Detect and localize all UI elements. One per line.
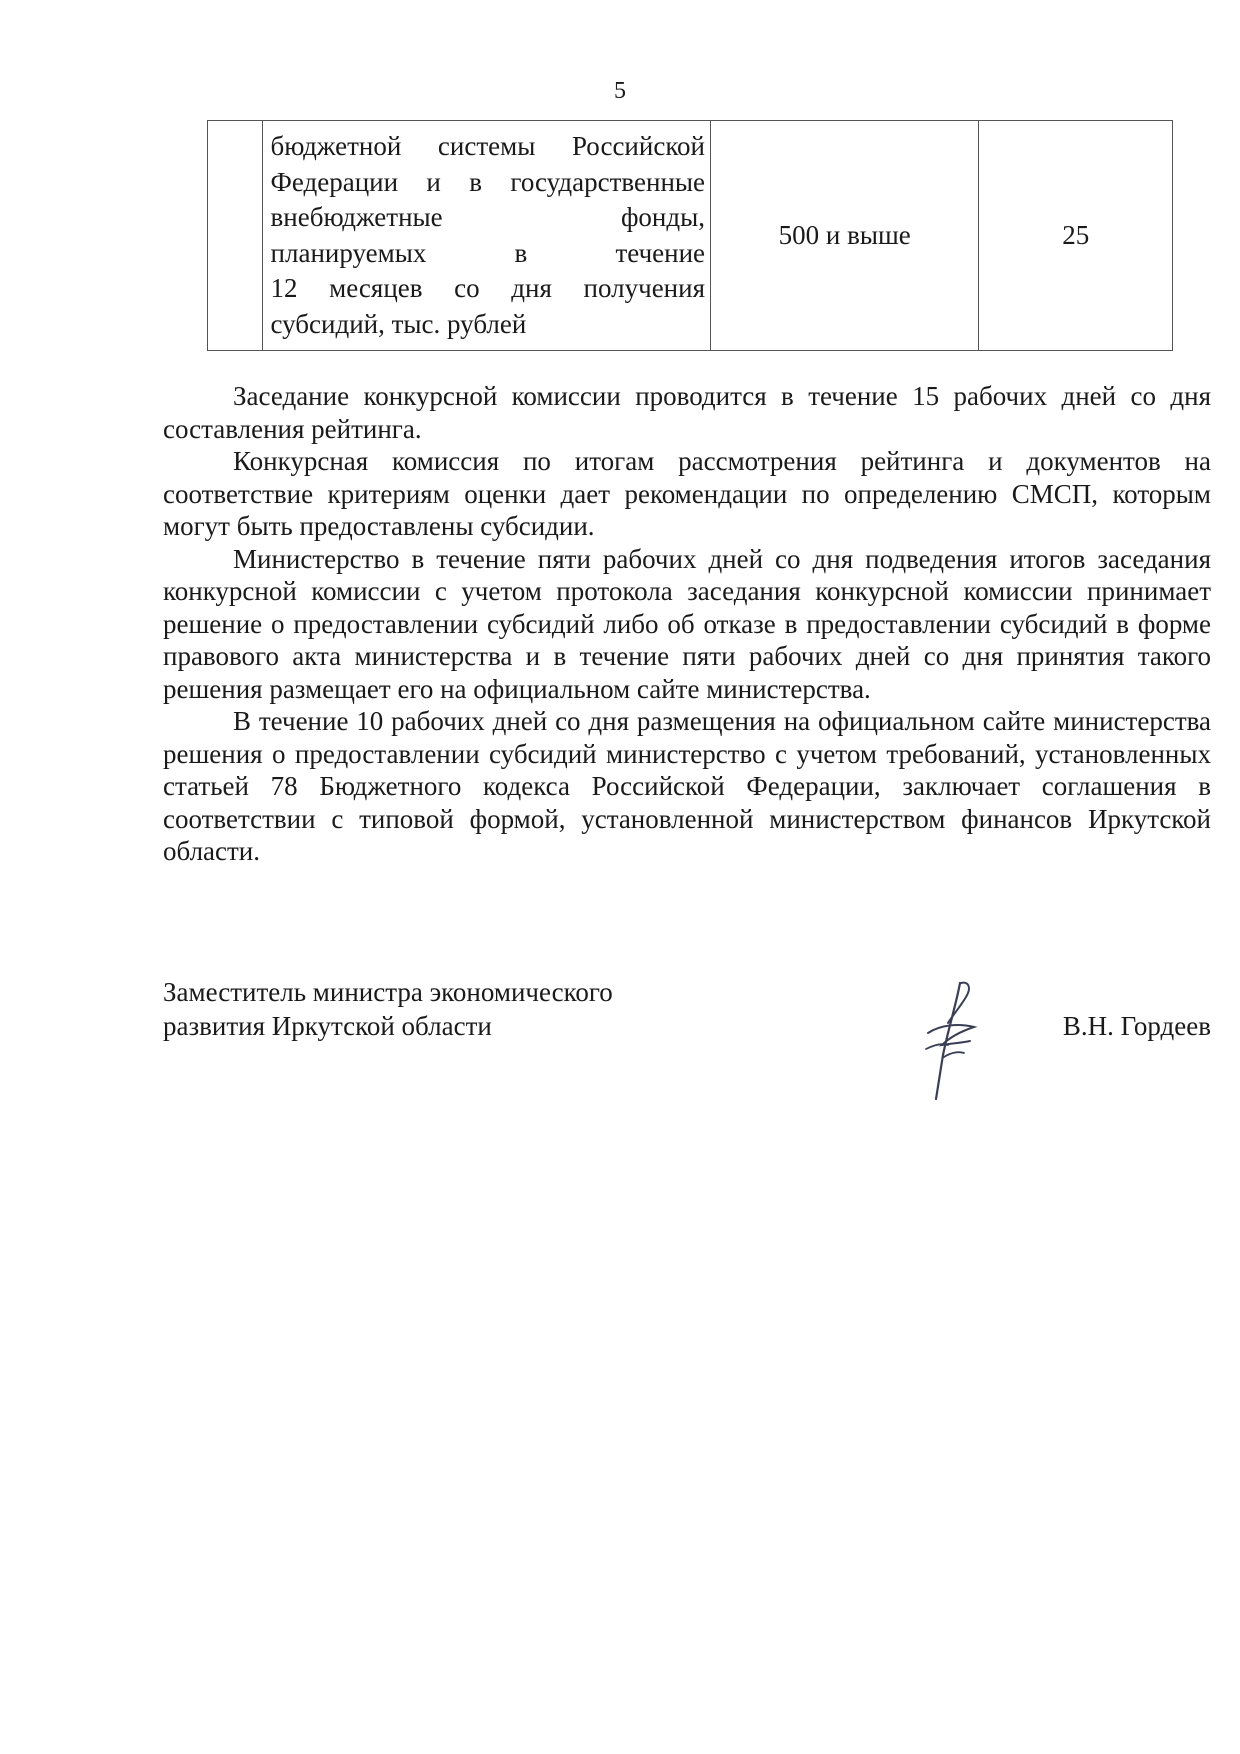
criterion-score-cell [979, 121, 1173, 351]
description-line: 12 месяцев со дня получения [270, 273, 706, 303]
handwritten-signature-icon [898, 975, 1008, 1105]
row-number-cell [208, 121, 263, 351]
document-body [163, 380, 1211, 868]
paragraph-commission-meeting: Заседание конкурсной комиссии проводится в течение 15 рабочих дней со дня составления рейтинга. [163, 381, 1211, 444]
description-line: планируемых в течение [270, 237, 706, 268]
table-row [208, 121, 1173, 351]
description-line: субсидий, тыс. рублей [270, 308, 527, 339]
description-line: бюджетной системы Российской [270, 131, 706, 161]
criteria-table [207, 120, 1173, 351]
description-line: внебюджетные фонды, [270, 202, 706, 232]
paragraph-agreements: В течение 10 рабочих дней со дня размещения на официальном сайте министерства решения о предоставлении субсидий министерство с учетом требований, установленных статьей 78 Бюджетного кодекса Российской Федерации, заключает соглашения в соответствии с типовой формой, установленной министерством финансов Иркутской области. [163, 706, 1211, 866]
signatory-title-line: развития Иркутской области [163, 1011, 492, 1041]
criterion-description-cell [262, 121, 710, 351]
paragraph-commission-recommendations: Конкурсная комиссия по итогам рассмотрения рейтинга и документов на соответствие критериям оценки дает рекомендации по определению СМСП, которым могут быть предоставлены субсидии. [163, 446, 1211, 541]
signatory-title [163, 975, 613, 1043]
description-line: Федерации и в государственные [270, 166, 706, 197]
criterion-value-cell [711, 121, 979, 351]
criterion-score: 25 [1062, 220, 1090, 250]
signatory-name: В.Н. Гордеев [1062, 1011, 1211, 1041]
signatory-title-line: Заместитель министра экономического [163, 977, 613, 1007]
signature-block [163, 975, 1211, 1115]
page-number: 5 [614, 78, 626, 104]
criterion-value: 500 и выше [778, 220, 911, 250]
paragraph-ministry-decision: Министерство в течение пяти рабочих дней со дня подведения итогов заседания конкурсной комиссии с учетом протокола заседания конкурсной комиссии принимает решение о предоставлении субсидий либо об отказе в предоставлении субсидий в форме правового акта министерства и в течение пяти рабочих дней со дня принятия такого решения размещает его на официальном сайте министерства. [163, 543, 1211, 704]
